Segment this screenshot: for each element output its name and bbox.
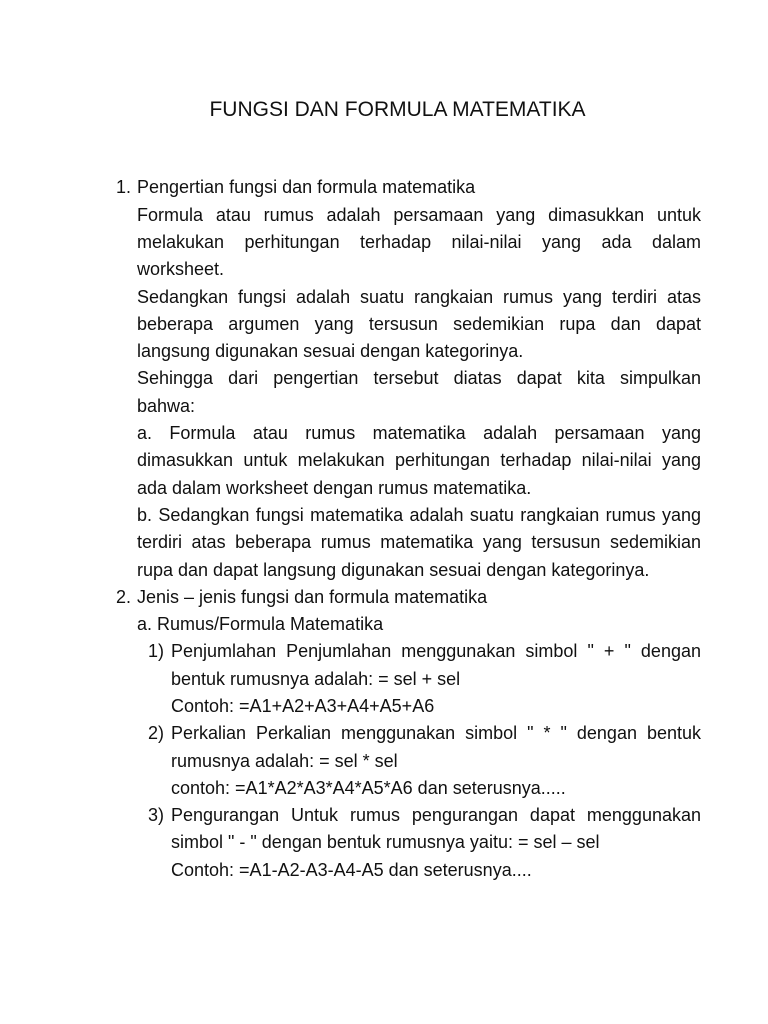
paragraph-line: Formula atau rumus adalah persamaan yang dimasukkan untuk [137, 204, 701, 225]
paragraph-line: rupa dan dapat langsung digunakan sesuai dengan kategorinya. [137, 559, 650, 580]
section-heading-text: Jenis – jenis fungsi dan formula matematika [137, 586, 488, 607]
section-heading [0, 584, 768, 611]
list-item-number: 2) [148, 723, 165, 744]
paragraph [0, 202, 768, 284]
paragraph-line: dimasukkan untuk melakukan perhitungan terhadap nilai-nilai yang [137, 450, 701, 471]
list-item-example: Contoh: =A1-A2-A3-A4-A5 dan seterusnya.... [171, 859, 532, 880]
paragraph [0, 365, 768, 420]
paragraph-line: bahwa: [137, 395, 196, 416]
list-item [0, 802, 768, 884]
list-item-line: Penjumlahan Penjumlahan menggunakan simbol " + " dengan [171, 641, 701, 662]
list-item [0, 720, 768, 802]
paragraph-line: terdiri atas beberapa rumus matematika yang tersusun sedemikian [137, 532, 701, 553]
paragraph-line: Sehingga dari pengertian tersebut diatas dapat kita simpulkan [137, 368, 701, 389]
list-item-number: 3) [148, 805, 165, 826]
paragraph-line: ada dalam worksheet dengan rumus matematika. [137, 477, 532, 498]
paragraph-line: worksheet. [137, 259, 225, 280]
list-item-number: 1) [148, 641, 165, 662]
paragraph [0, 502, 768, 584]
subsection-heading: a. Rumus/Formula Matematika [137, 614, 384, 635]
section-heading [0, 174, 768, 201]
list-item-example: contoh: =A1*A2*A3*A4*A5*A6 dan seterusnya..... [171, 777, 566, 798]
list-item-example: Contoh: =A1+A2+A3+A4+A5+A6 [171, 695, 435, 716]
paragraph-line: langsung digunakan sesuai dengan kategorinya. [137, 341, 524, 362]
list-item-line: bentuk rumusnya adalah: = sel + sel [171, 668, 461, 689]
paragraph-line: beberapa argumen yang tersusun sedemikian rupa dan dapat [137, 313, 701, 334]
list-item-line: Perkalian Perkalian menggunakan simbol " * " dengan bentuk [171, 723, 701, 744]
paragraph-line: melakukan perhitungan terhadap nilai-nilai yang ada dalam [137, 231, 701, 252]
document-title: FUNGSI DAN FORMULA MATEMATIKA [209, 98, 586, 121]
document-body [0, 174, 768, 884]
list-item-line: simbol " - " dengan bentuk rumusnya yaitu: = sel – sel [171, 832, 600, 853]
section-number: 1. [116, 177, 132, 198]
list-item-line: rumusnya adalah: = sel * sel [171, 750, 398, 771]
section-number: 2. [116, 586, 132, 607]
paragraph-line: Sedangkan fungsi adalah suatu rangkaian rumus yang terdiri atas [137, 286, 701, 307]
list-item [0, 638, 768, 720]
paragraph-line: a. Formula atau rumus matematika adalah persamaan yang [137, 423, 701, 444]
paragraph-line: b. Sedangkan fungsi matematika adalah suatu rangkaian rumus yang [137, 504, 701, 525]
section-heading-text: Pengertian fungsi dan formula matematika [137, 177, 476, 198]
list-item-line: Pengurangan Untuk rumus pengurangan dapat menggunakan [171, 805, 701, 826]
paragraph [0, 284, 768, 366]
paragraph [0, 420, 768, 502]
